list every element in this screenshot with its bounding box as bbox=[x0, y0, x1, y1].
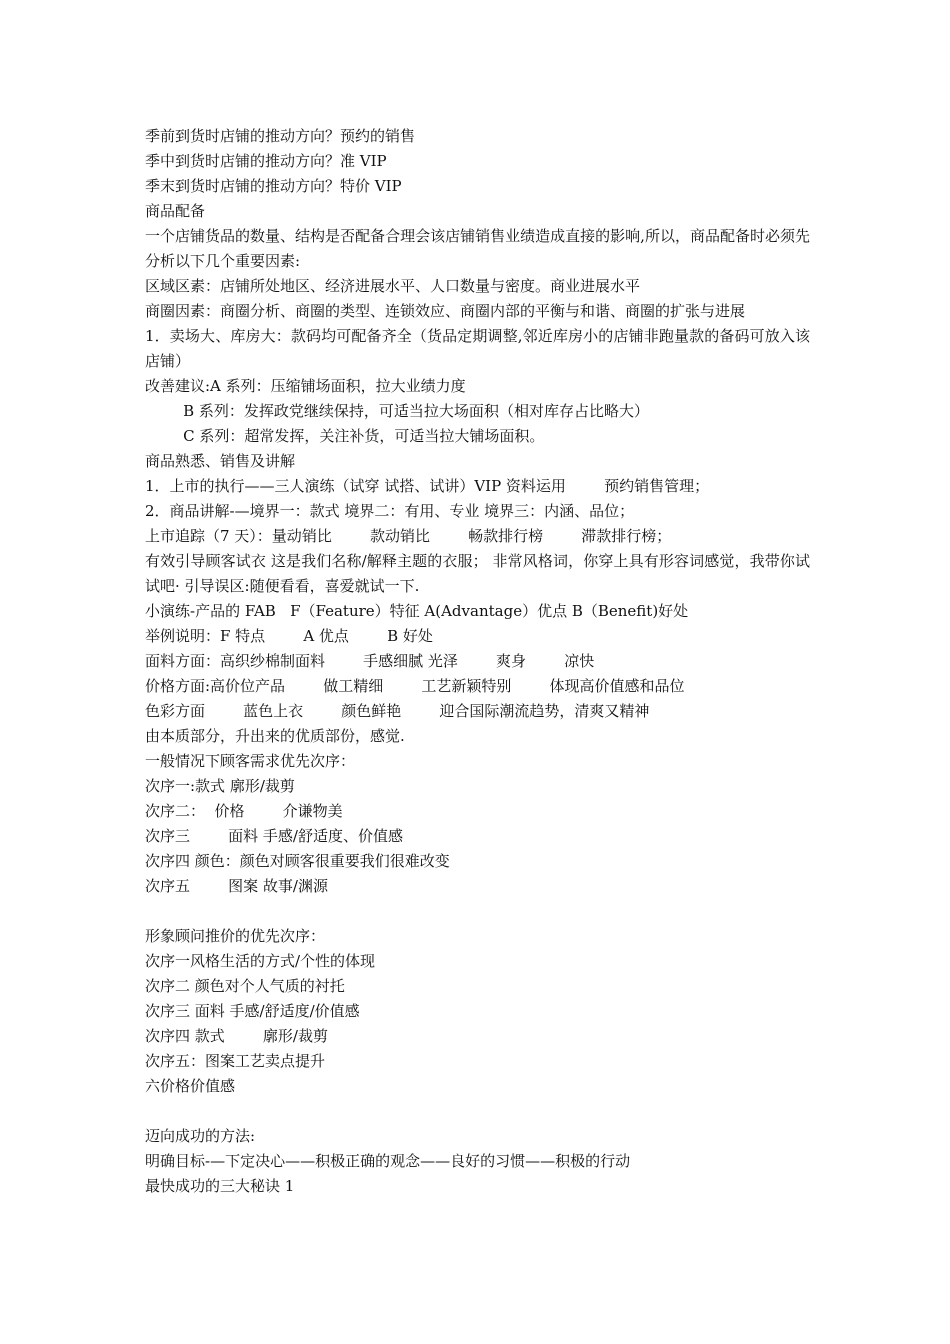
text-line: 次序四 颜色：颜色对顾客很重要我们很难改变 bbox=[145, 852, 450, 870]
text-line: 明确目标-—下定决心——积极正确的观念——良好的习惯——积极的行动 bbox=[145, 1152, 631, 1170]
paragraph: 1．卖场大、库房大：款码均可配备齐全（货品定期调整,邻近库房小的店铺非跑量款的备码可放入该店铺） bbox=[145, 327, 810, 370]
text-line: 区域区素：店铺所处地区、经济进展水平、人口数量与密度。商业进展水平 bbox=[145, 277, 641, 295]
paragraph: 商圈因素：商圈分析、商圈的类型、连锁效应、商圈内部的平衡与和谐、商圈的扩张与进展 bbox=[145, 302, 746, 320]
text-line: 次序四 款式 廓形/裁剪 bbox=[145, 1027, 328, 1045]
text-line: B 系列：发挥政党继续保持，可适当拉大场面积（相对库存占比略大） bbox=[145, 402, 649, 420]
text-line: 次序二： 价格 介谦物美 bbox=[145, 802, 343, 820]
text-line: 六价格价值感 bbox=[145, 1077, 236, 1095]
text-line: 小演练-产品的 FAB F（Feature）特征 A(Advantage）优点 B（Benefit)好处 bbox=[145, 602, 689, 620]
paragraph: 有效引导顾客试衣 这是我们名称/解释主题的衣服； 非常风格词，你穿上具有形容词感觉，我带你试试吧· 引导误区:随便看看，喜爱就试一下. bbox=[145, 552, 810, 595]
text-line: 色彩方面 蓝色上衣 颜色鲜艳 迎合国际潮流趋势，清爽又精神 bbox=[145, 702, 650, 720]
text-line: 上市追踪（7 天）：量动销比 款动销比 畅款排行榜 滞款排行榜； bbox=[145, 527, 672, 545]
text-line: 价格方面:高价位产品 做工精细 工艺新颖特别 体现高价值感和品位 bbox=[145, 677, 685, 695]
text-line: 改善建议:A 系列：压缩铺场面积，拉大业绩力度 bbox=[145, 377, 466, 395]
text-line: 次序一:款式 廓形/裁剪 bbox=[145, 777, 295, 795]
text-line: 2．商品讲解-—境界一：款式 境界二：有用、专业 境界三：内涵、品位； bbox=[145, 502, 635, 520]
blank-line bbox=[145, 899, 810, 924]
text-line: 1．上市的执行——三人演练（试穿 试搭、试讲）VIP 资料运用 预约销售管理； bbox=[145, 477, 710, 495]
text-line: 次序二 颜色对个人气质的衬托 bbox=[145, 977, 345, 995]
text-line: C 系列：超常发挥，关注补货，可适当拉大铺场面积。 bbox=[145, 427, 545, 445]
paragraph: 一个店铺货品的数量、结构是否配备合理会该店铺销售业绩造成直接的影响,所以，商品配备时必须先分析以下几个重要因素: bbox=[145, 227, 810, 270]
text-line: 次序五：图案工艺卖点提升 bbox=[145, 1052, 326, 1070]
text-line: 次序三 面料 手感/舒适度、价值感 bbox=[145, 827, 403, 845]
text-line: 形象顾问推价的优先次序： bbox=[145, 927, 326, 945]
text-line: 次序三 面料 手感/舒适度/价值感 bbox=[145, 1002, 360, 1020]
section-heading: 商品配备 bbox=[145, 202, 206, 220]
text-line: 一般情况下顾客需求优先次序： bbox=[145, 752, 356, 770]
document-body bbox=[145, 124, 810, 1199]
blank-line bbox=[145, 1099, 810, 1124]
text-line: 次序一风格生活的方式/个性的体现 bbox=[145, 952, 376, 970]
section-heading: 商品熟悉、销售及讲解 bbox=[145, 452, 296, 470]
text-line: 季前到货时店铺的推动方向？预约的销售 bbox=[145, 127, 416, 145]
text-line: 举例说明：F 特点 A 优点 B 好处 bbox=[145, 627, 433, 645]
text-line: 次序五 图案 故事/渊源 bbox=[145, 877, 328, 895]
text-line: 季中到货时店铺的推动方向？准 VIP bbox=[145, 152, 387, 170]
text-line: 最快成功的三大秘诀 1 bbox=[145, 1177, 295, 1195]
text-line: 迈向成功的方法: bbox=[145, 1127, 256, 1145]
text-line: 由本质部分，升出来的优质部份，感觉. bbox=[145, 727, 405, 745]
text-line: 季末到货时店铺的推动方向？特价 VIP bbox=[145, 177, 402, 195]
text-line: 面料方面：高织纱棉制面料 手感细腻 光泽 爽身 凉快 bbox=[145, 652, 595, 670]
